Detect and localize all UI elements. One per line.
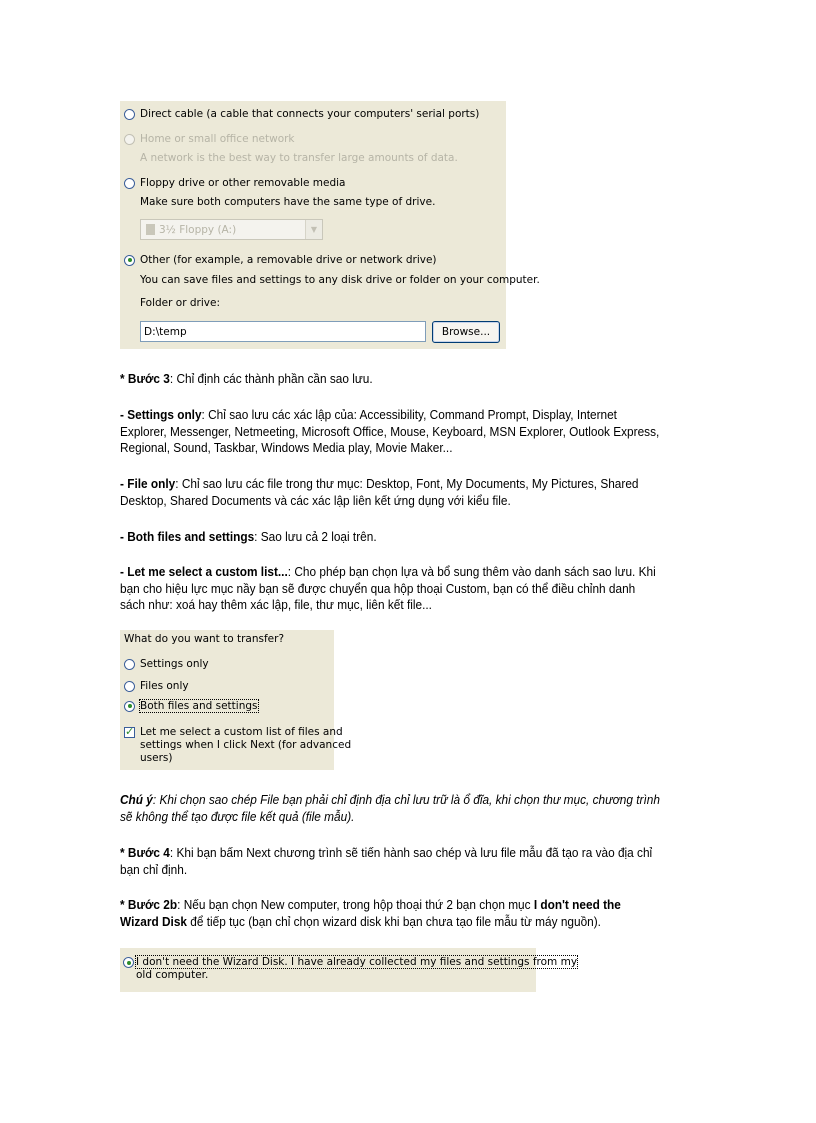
- browse-button-label: Browse...: [441, 326, 491, 338]
- floppy-radio[interactable]: [124, 178, 135, 189]
- no-wizard-disk-option[interactable]: [123, 956, 577, 982]
- files-only-radio[interactable]: [124, 681, 135, 692]
- home-network-radio: [124, 134, 135, 145]
- home-network-desc: A network is the best way to transfer large amounts of data.: [140, 152, 458, 164]
- files-only-option[interactable]: [124, 680, 189, 692]
- settings-only-option[interactable]: [124, 658, 209, 670]
- settings-only-option-label: Settings only: [140, 658, 209, 670]
- home-network-label: Home or small office network: [140, 133, 295, 145]
- custom-list-line1: Let me select a custom list of files and: [140, 726, 343, 738]
- no-wizard-disk-line2: old computer.: [136, 969, 209, 981]
- transfer-method-panel: [120, 101, 540, 349]
- other-radio[interactable]: [124, 255, 135, 266]
- no-wizard-disk-line1: I don't need the Wizard Disk. I have already collected my files and settings from my: [136, 956, 578, 968]
- step2b-text-before: : Nếu bạn chọn New computer, trong hộp thoại thứ 2 bạn chọn mục: [177, 898, 534, 912]
- folder-label: Folder or drive:: [140, 297, 220, 309]
- note-text: : Khi chọn sao chép File bạn phải chỉ định địa chỉ lưu trữ là ổ đĩa, khi chọn thư mục, chương trình sẽ không thể tạo được file kết quả (file mẫu).: [120, 793, 660, 824]
- custom-text: : Cho phép bạn chọn lựa và bổ sung thêm vào danh sách sao lưu. Khi bạn cho hiệu lực mục nầy bạn sẽ được chuyển qua hộp thoại Custom, bạn có thể điều chỉnh danh sách như: xoá hay thêm xác lập, file, thư mục, liên kết file...: [120, 565, 656, 612]
- both-paragraph: [120, 529, 661, 546]
- floppy-drive-combo: [140, 219, 323, 240]
- step2b-bold: I don't need the Wizard Disk: [120, 898, 621, 929]
- direct-cable-label: Direct cable (a cable that connects your computers' serial ports): [140, 108, 480, 120]
- custom-list-line2: settings when I click Next (for advanced: [140, 739, 352, 751]
- step4-label: * Bước 4: [120, 846, 170, 860]
- other-desc: You can save files and settings to any disk drive or folder on your computer.: [140, 274, 540, 286]
- files-only-option-label: Files only: [140, 680, 189, 692]
- floppy-disk-icon: [146, 224, 155, 235]
- both-radio[interactable]: [124, 701, 135, 712]
- custom-label: - Let me select a custom list...: [120, 565, 288, 579]
- step3-paragraph: [120, 371, 661, 388]
- custom-list-checkbox[interactable]: [124, 727, 135, 738]
- floppy-combo-value: 3½ Floppy (A:): [159, 223, 237, 236]
- file-only-paragraph: [120, 476, 661, 509]
- wizard-disk-panel: [120, 948, 578, 992]
- both-option-label: Both files and settings: [140, 700, 258, 712]
- browse-button[interactable]: [432, 321, 500, 343]
- step2b-label: * Bước 2b: [120, 898, 178, 912]
- file-only-label: - File only: [120, 477, 176, 491]
- folder-input-value: D:\temp: [144, 325, 187, 338]
- both-text: : Sao lưu cả 2 loại trên.: [254, 530, 377, 544]
- settings-only-radio[interactable]: [124, 659, 135, 670]
- floppy-desc: Make sure both computers have the same type of drive.: [140, 196, 436, 208]
- folder-input[interactable]: [140, 321, 426, 342]
- note-paragraph: [120, 792, 661, 825]
- settings-only-label: - Settings only: [120, 408, 202, 422]
- step2b-text-after: để tiếp tục (bạn chỉ chọn wizard disk khi bạn chưa tạo file mẫu từ máy nguồn).: [187, 914, 601, 929]
- settings-only-paragraph: [120, 407, 661, 457]
- note-label: Chú ý: [120, 793, 153, 807]
- chevron-down-icon: ▼: [305, 220, 322, 239]
- both-option[interactable]: [124, 700, 258, 712]
- both-label: - Both files and settings: [120, 530, 255, 544]
- direct-cable-radio[interactable]: [124, 109, 135, 120]
- direct-cable-option[interactable]: [124, 108, 479, 120]
- custom-list-option[interactable]: [124, 726, 351, 765]
- step4-text: : Khi bạn bấm Next chương trình sẽ tiến hành sao chép và lưu file mẫu đã tạo ra vào địa chỉ bạn chỉ định.: [120, 846, 653, 877]
- step4-paragraph: [120, 845, 661, 878]
- other-label: Other (for example, a removable drive or network drive): [140, 254, 437, 266]
- custom-paragraph: [120, 564, 661, 614]
- step3-text: : Chỉ định các thành phần cần sao lưu.: [169, 372, 373, 386]
- step2b-paragraph: [120, 897, 661, 930]
- custom-list-line3: users): [140, 752, 173, 764]
- other-option[interactable]: [124, 254, 437, 266]
- settings-only-text: : Chỉ sao lưu các xác lập của: Accessibility, Command Prompt, Display, Internet Explorer, Messenger, Netmeeting, Microsoft Office, Mouse, Keyboard, MSN Explorer, Outlook Express, Regional, Sound, Taskbar, Windows Media play, Movie Maker...: [120, 408, 660, 455]
- floppy-option[interactable]: [124, 177, 346, 189]
- step3-label: * Bước 3: [120, 372, 170, 386]
- no-wizard-disk-text: [136, 956, 577, 982]
- floppy-label: Floppy drive or other removable media: [140, 177, 346, 189]
- file-only-text: : Chỉ sao lưu các file trong thư mục: Desktop, Font, My Documents, My Pictures, Shared Desktop, Shared Documents và các xác lập liên kết ứng dụng với kiểu file.: [120, 477, 639, 508]
- transfer-question: What do you want to transfer?: [124, 633, 285, 645]
- custom-list-text: [140, 726, 351, 765]
- home-network-option: [124, 133, 295, 145]
- transfer-choice-panel: [120, 630, 352, 770]
- no-wizard-disk-radio[interactable]: [123, 957, 134, 968]
